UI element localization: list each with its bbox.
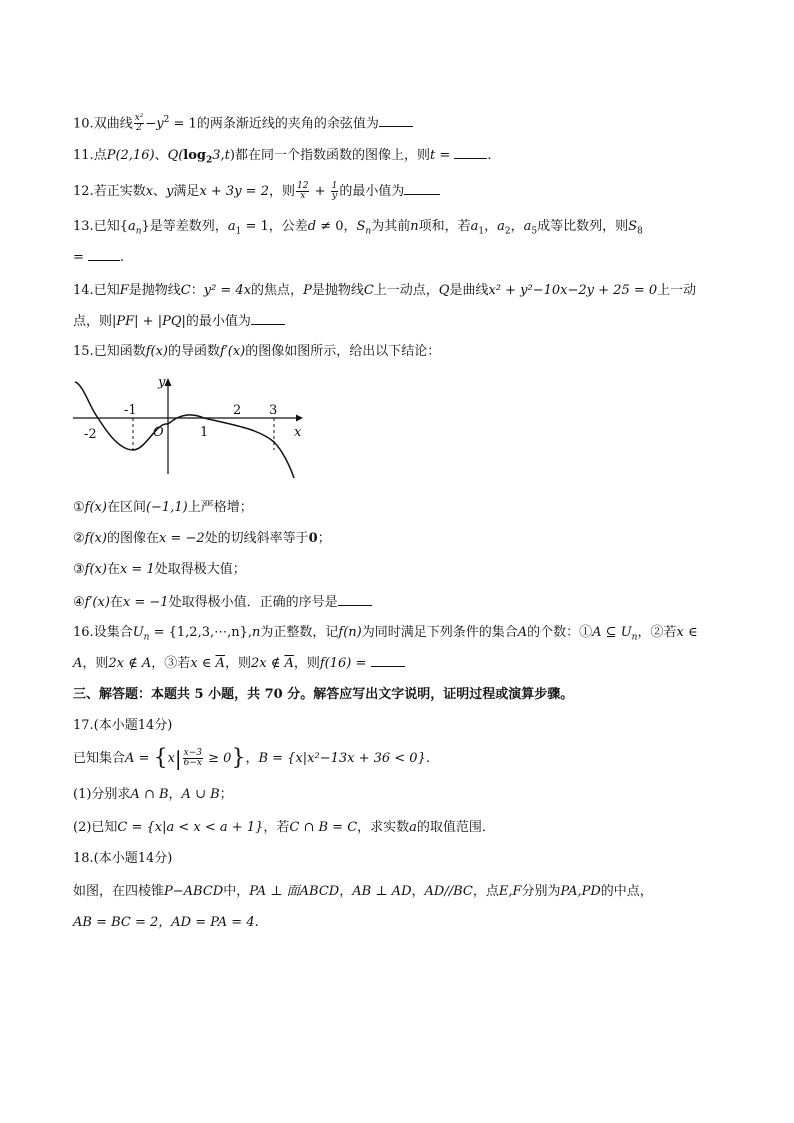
tick-label-1: 1 [200, 425, 209, 440]
math: (−1,1) [145, 500, 188, 515]
numerator: 1 [331, 181, 338, 191]
text: 、 [153, 184, 167, 199]
question-number: 10. [73, 116, 94, 132]
x-axis-arrow-icon [296, 415, 303, 422]
math: f′(x) [220, 344, 246, 359]
text: ≠ 0， [316, 219, 357, 234]
math: A ⊆ U [592, 625, 632, 640]
subscript: 1 [478, 226, 485, 237]
math: f(x) [84, 500, 107, 515]
text: 上一动点， [373, 283, 439, 298]
text: = [435, 148, 455, 163]
text: 为同时满足下列条件的集合 [361, 625, 518, 640]
text: ： [190, 283, 204, 298]
answer-blank[interactable] [454, 146, 487, 159]
text: 分别为 [521, 884, 561, 899]
math: $\overline{A}$ [284, 656, 294, 671]
math: d [307, 219, 317, 234]
text: = 1，公差 [241, 219, 308, 234]
math: P [303, 283, 312, 298]
question-17-header: 17.(本小题14分) [73, 718, 173, 733]
exponent: 2 [163, 115, 170, 125]
math: a [127, 219, 136, 234]
math: n [252, 625, 261, 640]
text: 在 [109, 595, 123, 610]
text: 已知{ [93, 219, 128, 234]
question-13 [73, 218, 643, 241]
math: PA,PD [560, 884, 601, 899]
question-18 [73, 883, 653, 901]
subscript: n [365, 226, 372, 237]
origin-label: O [153, 425, 164, 440]
brace: } [231, 745, 246, 771]
text: 已知函数 [93, 344, 146, 359]
text: 成等比数列，则 [537, 219, 629, 234]
question-number: 16. [73, 625, 94, 640]
math: x ∈ [676, 625, 698, 640]
conclusion-4 [73, 593, 372, 612]
conclusion-2 [73, 530, 331, 548]
question-14-line-2 [73, 312, 285, 331]
question-18-line-2: AB = BC = 2，AD = PA = 4. [73, 915, 259, 930]
question-16-line-2 [73, 654, 405, 673]
text: ，点 [472, 884, 499, 899]
math: x = −2 [158, 531, 205, 546]
text: ，③若 [151, 656, 191, 671]
text: 点 [93, 148, 107, 163]
math: 2x ∉ A [108, 656, 152, 671]
math: y [166, 184, 174, 199]
text: ，则 [293, 656, 320, 671]
text: . [425, 751, 430, 766]
text: ，则 [82, 656, 109, 671]
answer-blank[interactable] [379, 114, 413, 127]
text: ④ [73, 595, 85, 610]
math: A ∩ B [130, 787, 169, 802]
math: x [167, 751, 175, 766]
tick-label-minus-2: -2 [84, 427, 97, 442]
fraction [296, 182, 309, 201]
math: y² = 4x [203, 283, 252, 298]
question-13-line-2 [73, 248, 124, 267]
math: C [180, 283, 191, 298]
math: |PF| + |PQ| [112, 314, 186, 329]
denominator: 6−x [183, 758, 202, 768]
math: + [310, 184, 330, 199]
subscript: 2 [206, 155, 213, 166]
math: E,F [498, 884, 522, 899]
math: f(x) [84, 562, 107, 577]
text: ，则 [268, 184, 295, 199]
math: 2x ∉ [250, 656, 285, 671]
derivative-graph [68, 370, 308, 488]
text: = 1的两条渐近线的夹角的余弦值为 [169, 116, 379, 132]
math: 0 [308, 531, 318, 546]
fraction [134, 114, 145, 133]
math: AB ⊥ AD [352, 884, 412, 899]
math: f(n) [338, 625, 362, 640]
text: 为正整数，记 [260, 625, 339, 640]
text: ； [317, 531, 331, 546]
conclusion-1 [73, 499, 253, 517]
text: 处取得极大值； [154, 562, 246, 577]
text: 若正实数 [93, 184, 146, 199]
question-17-part-1 [73, 786, 233, 804]
math: f(x) [84, 531, 107, 546]
subscript: 8 [637, 226, 643, 237]
text: ，若 [263, 820, 290, 835]
text: ； [219, 787, 233, 802]
text: 的图像如图所示，给出以下结论： [245, 344, 441, 359]
question-10 [73, 111, 413, 133]
text: (2)已知 [73, 820, 118, 835]
text: 已知 [93, 283, 120, 298]
question-14 [73, 282, 696, 300]
subscript: 5 [531, 226, 538, 237]
math: B = {x|x²−13x + 36 < 0} [258, 751, 426, 766]
math: P−ABCD [164, 884, 224, 899]
numerator: x−3 [183, 748, 202, 758]
question-18-header: 18.(本小题14分) [73, 851, 173, 866]
text: 上一动 [657, 283, 697, 298]
text: ② [73, 531, 85, 546]
text: ③ [73, 562, 85, 577]
text: . [487, 148, 492, 163]
bar: | [174, 746, 182, 771]
fraction [331, 182, 339, 201]
math: C [363, 283, 374, 298]
text: 满足 [173, 184, 200, 199]
math: a [409, 820, 417, 835]
fraction [183, 749, 203, 768]
math: A = [125, 751, 154, 766]
math: P(2,16) [106, 148, 155, 163]
text: ，则 [224, 656, 251, 671]
denominator: 2 [136, 123, 142, 134]
text: )都在同一个指数函数的图像上，则 [229, 148, 430, 163]
math: x [145, 184, 154, 199]
text: 的最小值为 [339, 184, 405, 199]
text: 项和，若 [418, 219, 471, 234]
text: 为其前 [371, 219, 411, 234]
question-16 [73, 624, 698, 647]
math: y [156, 116, 164, 132]
text: }是等差数列， [141, 219, 228, 234]
math: a [470, 219, 479, 234]
math: PA ⊥ 面ABCD [249, 884, 340, 899]
question-17-part-2 [73, 819, 495, 837]
text: 点，则 [73, 314, 113, 329]
text: 的中点， [600, 884, 653, 899]
math: A [517, 625, 528, 640]
text: ， [245, 751, 259, 766]
math: f(x) [145, 344, 168, 359]
math: n [410, 219, 419, 234]
math: x = −1 [122, 595, 169, 610]
text: 如图，在四棱锥 [73, 884, 165, 899]
text: 在 [106, 562, 120, 577]
denominator: x [300, 191, 306, 201]
answer-blank[interactable] [338, 593, 372, 606]
text: 中， [223, 884, 250, 899]
text: (1)分别求 [73, 787, 131, 802]
question-15 [73, 343, 440, 361]
subscript: n [631, 632, 638, 643]
question-number: 15. [73, 344, 94, 359]
subscript: 1 [235, 226, 242, 237]
answer-blank[interactable] [251, 312, 285, 325]
text: 是抛物线 [128, 283, 181, 298]
text: 、 [154, 148, 168, 163]
text: 的图像在 [106, 531, 159, 546]
math: C = {x|a < x < a + 1} [117, 820, 264, 835]
text: 的最小值为 [185, 314, 251, 329]
text: 是抛物线 [311, 283, 364, 298]
math: x = 1 [119, 562, 155, 577]
tick-label-minus-1: -1 [124, 403, 137, 418]
math: Q [438, 283, 450, 298]
subscript: n [143, 632, 150, 643]
math: log [183, 148, 206, 163]
text: ， [411, 884, 425, 899]
subscript: 2 [504, 226, 511, 237]
x-axis-label: x [294, 425, 302, 440]
text: 处取得极小值．正确的序号是 [168, 595, 338, 610]
answer-blank[interactable] [371, 654, 405, 667]
numerator: 12 [297, 181, 309, 191]
math: f′(x) [84, 595, 110, 610]
math: Q( [167, 148, 184, 163]
math: t [429, 148, 436, 163]
numerator: x² [134, 113, 144, 124]
subscript: n [135, 226, 142, 237]
y-axis-label: y [158, 375, 166, 390]
math: C ∩ B = C [289, 820, 358, 835]
math: AD//BC [424, 884, 473, 899]
text: 的导函数 [168, 344, 221, 359]
question-17 [73, 745, 430, 771]
question-12 [73, 182, 440, 201]
math: U [132, 625, 144, 640]
question-number: 13. [73, 219, 94, 234]
text: 的取值范围． [416, 820, 495, 835]
text: ① [73, 500, 85, 515]
math: x² + y²−10x−2y + 25 = 0 [488, 283, 658, 298]
denominator: y [331, 191, 338, 201]
text: 的焦点， [251, 283, 304, 298]
math: S [356, 219, 366, 234]
text: 的个数：① [527, 625, 593, 640]
question-11 [73, 146, 492, 170]
text: 上严格增； [187, 500, 253, 515]
text: ， [168, 787, 182, 802]
conclusion-3 [73, 561, 246, 579]
derivative-curve [75, 382, 294, 478]
math: − [145, 116, 157, 132]
math: a [227, 219, 236, 234]
text: 是曲线 [449, 283, 489, 298]
math: ≥ 0 [204, 751, 232, 766]
math: f(16) = [319, 656, 371, 671]
math: = {1,2,3,⋯,n}, [149, 625, 253, 640]
math: a [497, 219, 505, 234]
math: x + 3y = 2 [199, 184, 269, 199]
text: ，②若 [637, 625, 677, 640]
math: S [628, 219, 638, 234]
math: a [523, 219, 532, 234]
tick-label-3: 3 [269, 403, 278, 418]
math: A ∪ B [181, 787, 220, 802]
math: 3,t [212, 148, 230, 163]
text: 双曲线 [93, 116, 133, 132]
text: 已知集合 [73, 751, 126, 766]
math: x ∈ [190, 656, 216, 671]
answer-blank[interactable] [88, 248, 120, 261]
text: 处的切线斜率等于 [204, 531, 309, 546]
y-axis-arrow-icon [165, 378, 172, 386]
question-number: 12. [73, 184, 94, 199]
section-heading: 三、解答题：本题共 5 小题，共 70 分。解答应写出文字说明，证明过程或演算步骤。 [73, 687, 574, 702]
brace: { [153, 745, 168, 771]
text: ，求实数 [357, 820, 410, 835]
math: F [119, 283, 129, 298]
text: 在区间 [106, 500, 146, 515]
text: ， [484, 219, 498, 234]
tick-label-2: 2 [233, 403, 242, 418]
answer-blank[interactable] [404, 182, 440, 195]
text: 设集合 [93, 625, 133, 640]
question-number: 14. [73, 283, 94, 298]
math: A [73, 656, 83, 671]
text: ， [339, 884, 353, 899]
text: . [120, 250, 125, 265]
question-number: 11. [73, 148, 94, 163]
math: $\overline{A}$ [215, 656, 225, 671]
math: = [73, 250, 89, 265]
text: ， [510, 219, 524, 234]
